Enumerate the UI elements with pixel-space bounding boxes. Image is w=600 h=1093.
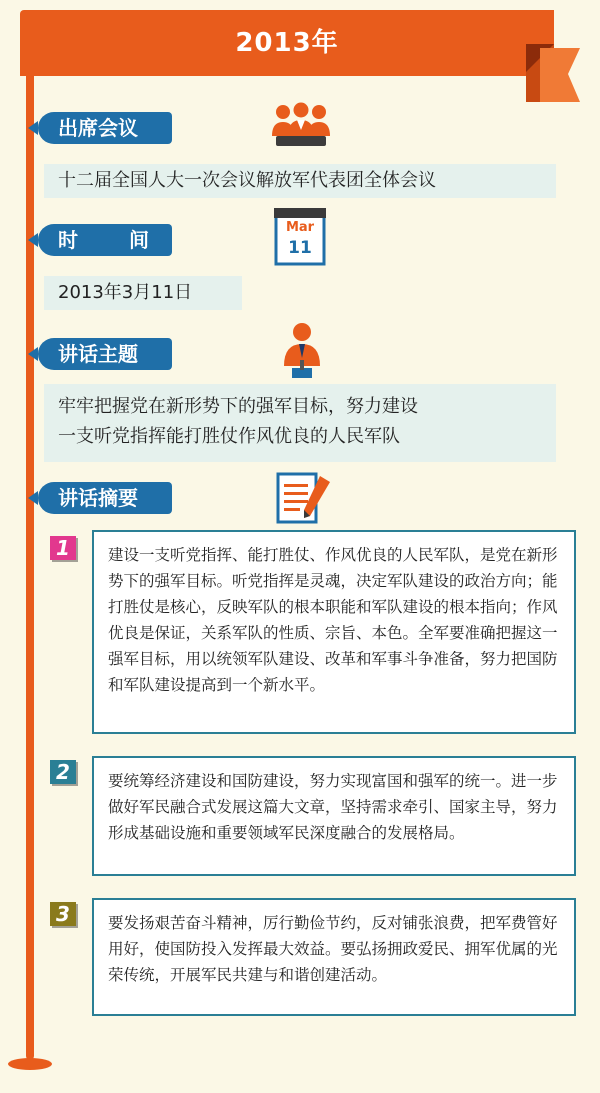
calendar-icon	[274, 208, 326, 266]
summary-number-badge: 2	[50, 760, 76, 784]
summary-item-box	[92, 530, 576, 734]
calendar-month: Mar	[285, 220, 315, 235]
theme-line: 牢牢把握党在新形势下的强军目标，努力建设	[58, 396, 418, 417]
meeting-label-tag: 出席会议	[38, 112, 172, 144]
speaker-icon	[280, 322, 324, 380]
summary-item-text: 要统筹经济建设和国防建设，努力实现富国和强军的统一。进一步做好军民融合式发展这篇大文章，坚持需求牵引、国家主导，努力形成基础设施和重要领域军民深度融合的发展格局。	[108, 772, 558, 842]
theme-label-tag: 讲话主题	[38, 338, 172, 370]
time-value-box	[44, 276, 242, 310]
summary-item-text: 建设一支听党指挥、能打胜仗、作风优良的人民军队，是党在新形势下的强军目标。听党指挥是灵魂，决定军队建设的政治方向；能打胜仗是核心，反映军队的根本职能和军队建设的根本指向；作风优良是保证，关系军队的性质、宗旨、本色。全军要准确把握这一强军目标，用以统领军队建设、改革和军事斗争准备，努力把国防和军队建设提高到一个新水平。	[108, 546, 558, 694]
calendar-day: 11	[288, 238, 312, 258]
flag-pole	[26, 10, 34, 1060]
time-label-tag: 时 间	[38, 224, 172, 256]
summary-item-text: 要发扬艰苦奋斗精神，厉行勤俭节约，反对铺张浪费，把军费管好用好，使国防投入发挥最大效益。要弘扬拥政爱民、拥军优属的光荣传统，开展军民共建与和谐创建活动。	[108, 914, 558, 984]
summary-item-box	[92, 898, 576, 1016]
theme-value-box	[44, 384, 556, 462]
group-people-icon	[270, 102, 332, 152]
meeting-value-box	[44, 164, 556, 198]
summary-number-badge: 1	[50, 536, 76, 560]
time-value: 2013年3月11日	[58, 282, 193, 303]
theme-line: 一支听党指挥能打胜仗作风优良的人民军队	[58, 426, 400, 447]
meeting-value: 十二届全国人大一次会议解放军代表团全体会议	[58, 170, 436, 191]
year-title: 2013年	[235, 28, 339, 58]
document-pen-icon	[274, 472, 336, 524]
flag-pole-base	[8, 1058, 52, 1070]
summary-item-box	[92, 756, 576, 876]
summary-label-tag: 讲话摘要	[38, 482, 172, 514]
summary-number-badge: 3	[50, 902, 76, 926]
